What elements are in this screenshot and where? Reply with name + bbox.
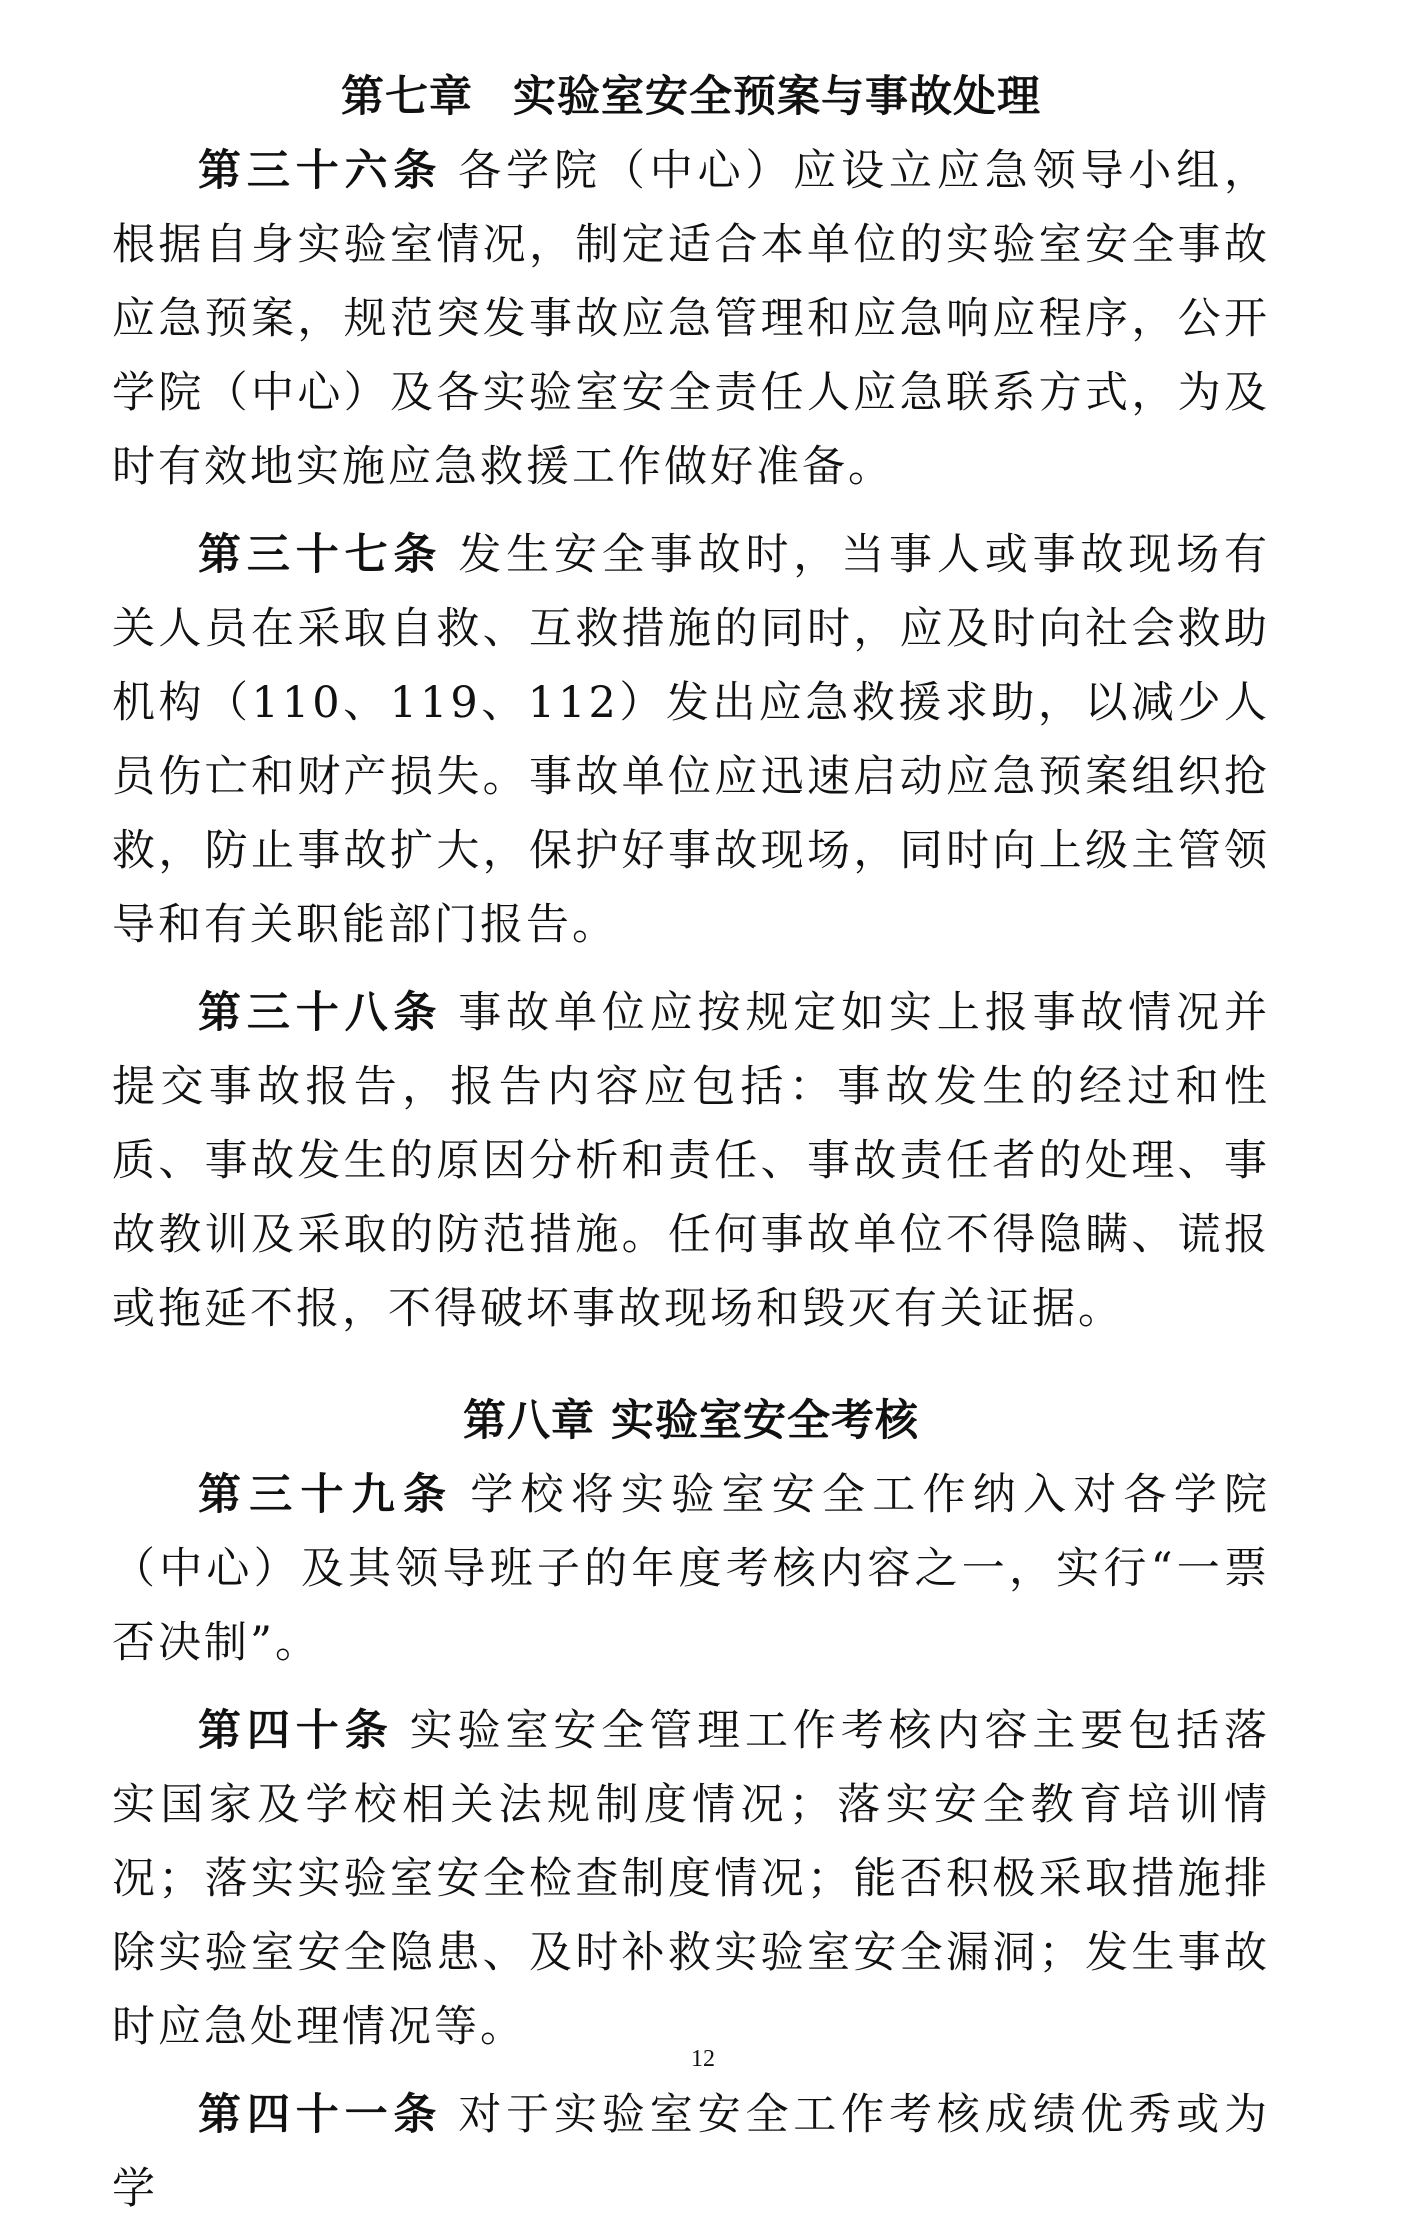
- page-content: [112, 60, 1270, 2226]
- article-text: 实验室安全管理工作考核内容主要包括落实国家及学校相关法规制度情况；落实安全教育培训情况；落实实验室安全检查制度情况；能否积极采取措施排除实验室安全隐患、及时补救实验室安全漏洞；发生事故时应急处理情况等。: [112, 1706, 1271, 2052]
- article-38: [112, 976, 1270, 1346]
- article-title: 第四十条: [198, 1706, 394, 1756]
- chapter-7-heading: [112, 60, 1270, 134]
- article-title: 第三十六条: [198, 146, 443, 196]
- article-title: 第三十八条: [198, 988, 443, 1038]
- article-text: 对于实验室安全工作考核成绩优秀或为学: [112, 2090, 1271, 2214]
- article-37: [112, 518, 1270, 962]
- article-title: 第三十七条: [198, 530, 443, 580]
- article-text: 事故单位应按规定如实上报事故情况并提交事故报告，报告内容应包括：事故发生的经过和性质、事故发生的原因分析和责任、事故责任者的处理、事故教训及采取的防范措施。任何事故单位不得隐瞒、谎报或拖延不报，不得破坏事故现场和毁灭有关证据。: [112, 988, 1271, 1334]
- article-39: [112, 1458, 1270, 1680]
- article-title: 第三十九条: [198, 1470, 455, 1520]
- article-text: 各学院（中心）应设立应急领导小组，根据自身实验室情况，制定适合本单位的实验室安全事故应急预案，规范突发事故应急管理和应急响应程序，公开学院（中心）及各实验室安全责任人应急联系方式，为及时有效地实施应急救援工作做好准备。: [112, 146, 1271, 492]
- article-title: 第四十一条: [198, 2090, 443, 2140]
- article-40: [112, 1694, 1270, 2064]
- chapter-7-title: 实验室安全预案与事故处理: [513, 72, 1041, 122]
- article-text: 发生安全事故时，当事人或事故现场有关人员在采取自救、互救措施的同时，应及时向社会救助机构（110、119、112）发出应急救援求助，以减少人员伤亡和财产损失。事故单位应迅速启动应急预案组织抢救，防止事故扩大，保护好事故现场，同时向上级主管领导和有关职能部门报告。: [112, 530, 1271, 950]
- article-text: 学校将实验室安全工作纳入对各学院（中心）及其领导班子的年度考核内容之一，实行“一票否决制”。: [112, 1470, 1270, 1668]
- chapter-8-heading: 第八章 实验室安全考核: [463, 1396, 919, 1446]
- chapter-7-number: 第七章: [341, 72, 473, 122]
- article-41: [112, 2078, 1270, 2226]
- page-number: 12: [691, 2046, 715, 2072]
- article-36: [112, 134, 1270, 504]
